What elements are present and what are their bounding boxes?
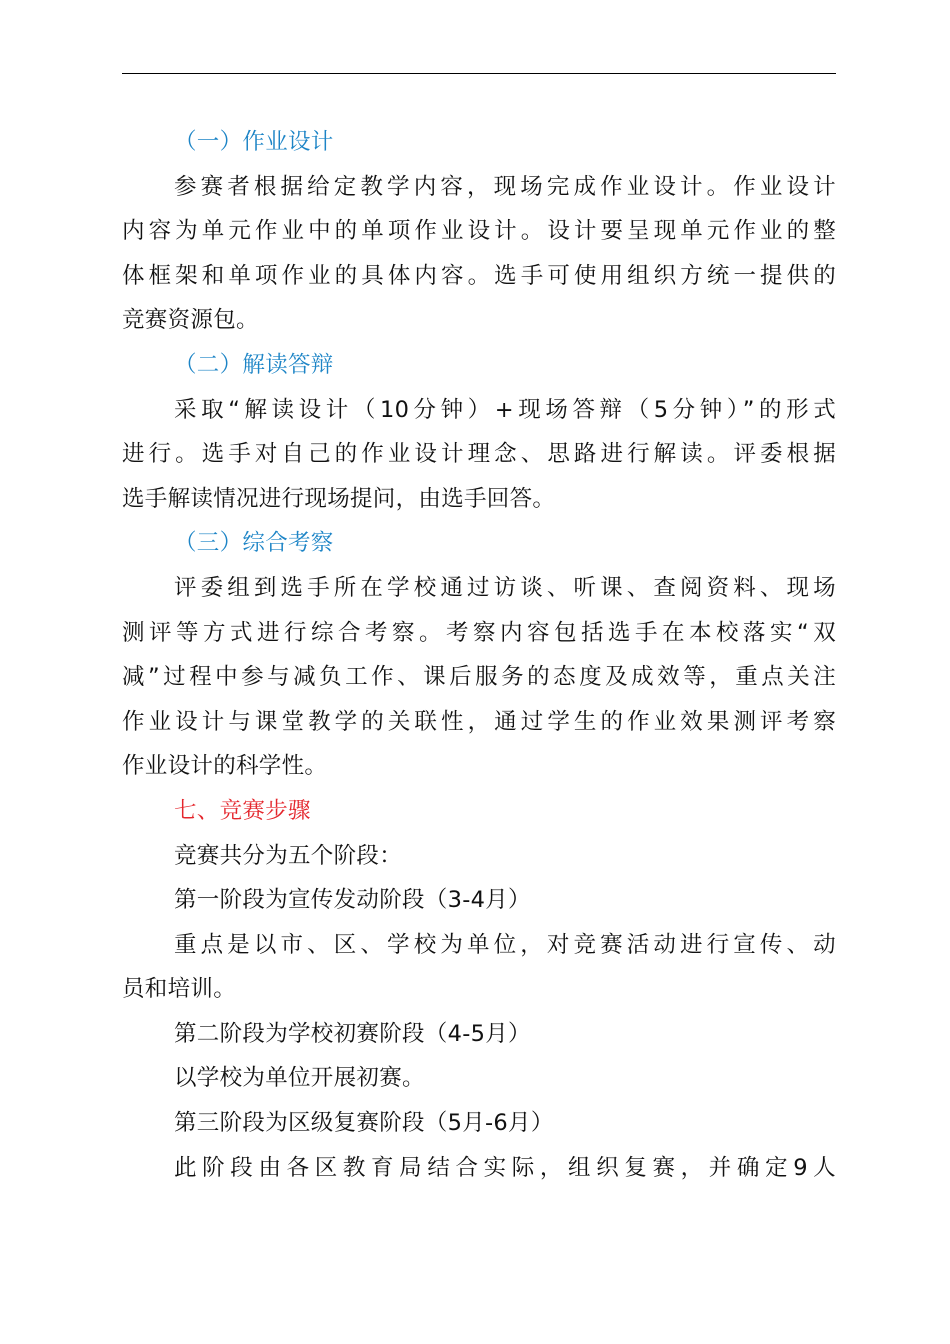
paragraph-line: 测评等方式进行综合考察。考察内容包括选手在本校落实“双	[122, 619, 836, 646]
paragraph-line: 评委组到选手所在学校通过访谈、听课、查阅资料、现场	[174, 574, 836, 601]
paragraph-line: 竞赛资源包。	[122, 307, 259, 334]
paragraph-line: 竞赛共分为五个阶段：	[174, 842, 403, 869]
paragraph-line: 内容为单元作业中的单项作业设计。设计要呈现单元作业的整	[122, 218, 836, 245]
paragraph-line: 第二阶段为学校初赛阶段（4-5月）	[174, 1020, 531, 1047]
paragraph-line: 以学校为单位开展初赛。	[174, 1065, 425, 1092]
header-rule	[122, 73, 836, 74]
paragraph-line: 第一阶段为宣传发动阶段（3-4月）	[174, 887, 531, 914]
section-heading: （二）解读答辩	[174, 351, 334, 378]
paragraph-line: 参赛者根据给定教学内容，现场完成作业设计。作业设计	[174, 173, 836, 200]
paragraph-line: 采取“解读设计（10分钟）+现场答辩（5分钟）”的形式	[174, 396, 836, 423]
paragraph-line: 作业设计的科学性。	[122, 753, 328, 780]
document-body	[122, 120, 836, 1190]
section-heading: （一）作业设计	[174, 129, 334, 155]
paragraph-line: 员和培训。	[122, 976, 237, 1003]
paragraph-line: 重点是以市、区、学校为单位，对竞赛活动进行宣传、动	[174, 931, 836, 958]
paragraph-line: 进行。选手对自己的作业设计理念、思路进行解读。评委根据	[122, 441, 836, 468]
paragraph-line: 第三阶段为区级复赛阶段（5月-6月）	[174, 1110, 554, 1137]
paragraph-line: 选手解读情况进行现场提问，由选手回答。	[122, 485, 556, 512]
paragraph-line: 减”过程中参与减负工作、课后服务的态度及成效等，重点关注	[122, 664, 836, 691]
paragraph-line: 作业设计与课堂教学的关联性，通过学生的作业效果测评考察	[122, 708, 836, 735]
chapter-heading: 七、竞赛步骤	[174, 797, 311, 824]
paragraph-line: 体框架和单项作业的具体内容。选手可使用组织方统一提供的	[122, 262, 836, 289]
section-heading: （三）综合考察	[174, 530, 334, 557]
paragraph-line: 此阶段由各区教育局结合实际，组织复赛，并确定9人	[174, 1154, 836, 1181]
